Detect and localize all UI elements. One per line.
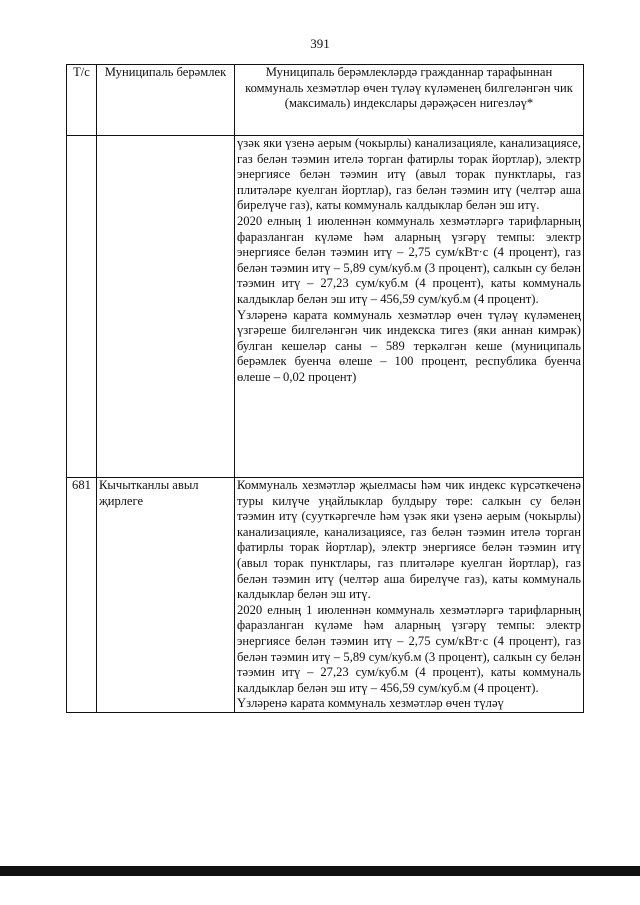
- description-paragraph: 2020 елның 1 июленнән коммуналь хезмәтләргә тарифларның фаразланган күләме һәм аларның үзгәрү темпы: электр энергиясе белән тәэмин итү – 2,75 сум/кВт·с (4 процент), газ белән тәэмин итү – 5,89 сум/куб.м (3 процент), салкын су белән тәэмин итү – 27,23 сум/куб.м (4 процент), каты коммуналь калдыклар белән эш итү – 456,59 сум/куб.м (4 процент).: [237, 602, 581, 695]
- row-description: [235, 136, 584, 478]
- row-municipality: [97, 136, 235, 478]
- table-header-row: [67, 65, 584, 136]
- scan-edge-bar: [0, 866, 640, 876]
- description-paragraph: үзәк яки үзенә аерым (чокырлы) канализацияле, канализациясе, газ белән тәэмин ителә торган фатирлы торак йортлар), электр энергиясе белән тәэмин итү (авыл торак пунктлары, газ плитәләре куелган йортлар), газ белән тәэмин итү (челтәр аша бирелүче газ), каты коммуналь калдыклар белән эш итү.: [237, 136, 581, 213]
- row-number: 681: [67, 478, 97, 713]
- description-paragraph: Үзләренә карата коммуналь хезмәтләр өчен түләү: [237, 696, 504, 711]
- row-municipality: Кычытканлы авыл җирлеге: [97, 478, 235, 713]
- row-number: [67, 136, 97, 478]
- description-paragraph: Үзләренә карата коммуналь хезмәтләр өчен түләү күләменең үзгәреше билгеләнгән чик индекска тигез (яки аннан кимрәк) булган кешеләр саны – 589 теркәлгән кеше (муниципаль берәмлек буенча өлеше – 100 процент, республика буенча өлеше – 0,02 процент): [237, 307, 581, 384]
- description-paragraph: 2020 елның 1 июленнән коммуналь хезмәтләргә тарифларның фаразланган күләме һәм аларның үзгәрү темпы: электр энергиясе белән тәэмин итү – 2,75 сум/кВт·с (4 процент), газ белән тәэмин итү – 5,89 сум/куб.м (3 процент), салкын су белән тәэмин итү – 27,23 сум/куб.м (4 процент), каты коммуналь калдыклар белән эш итү – 456,59 сум/куб.м (4 процент).: [237, 213, 581, 306]
- header-number: Т/с: [67, 65, 97, 136]
- tariff-table: [66, 64, 584, 713]
- header-municipality: Муниципаль берәмлек: [97, 65, 235, 136]
- header-index: Муниципаль берәмлекләрдә гражданнар тарафыннан коммуналь хезмәтләр өчен түләү күләменең билгеләнгән чик (максималь) индекслары дәрәҗәсен нигезләү*: [235, 65, 584, 136]
- page-number: 391: [310, 36, 330, 51]
- description-paragraph: Коммуналь хезмәтләр җыелмасы һәм чик индекс күрсәткеченә туры килүче уңайлыклар булдыру төре: салкын су белән тәэмин итү (сууткәргечле һәм үзәк яки үзенә аерым (чокырлы) канализацияле, канализациясе, газ белән тәэмин ителә торган фатирлы торак йортлар), электр энергиясе белән тәэмин итү (авыл торак пунктлары, газ плитәләре куелган йортлар), газ белән тәэмин итү (челтәр аша бирелүче газ), каты коммуналь калдыклар белән эш итү.: [237, 478, 581, 602]
- table-row: [67, 136, 584, 478]
- table-row: [67, 478, 584, 713]
- row-description: [235, 478, 584, 713]
